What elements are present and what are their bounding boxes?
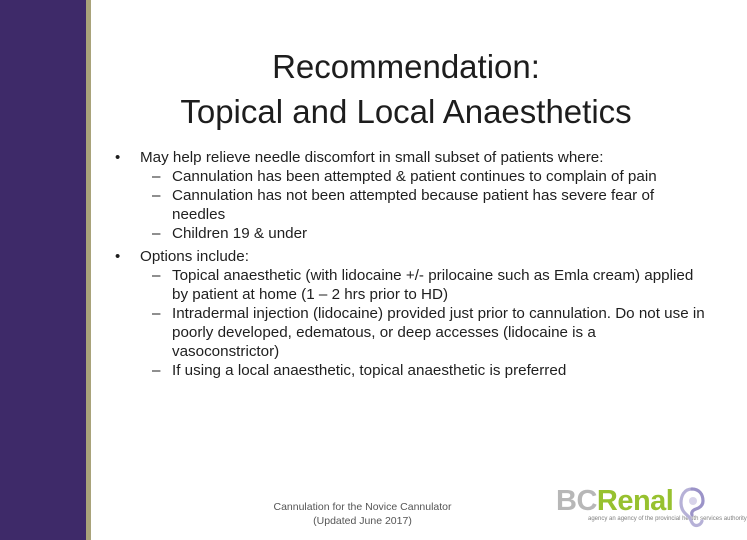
sub-bullet-item xyxy=(140,167,705,186)
logo-tagline-text: an agency of the provincial health services authority xyxy=(609,516,747,522)
sub-bullet-text: Children 19 & under xyxy=(172,225,308,242)
logo-bc-text: BC xyxy=(556,485,597,517)
bullet-marker: • xyxy=(115,149,121,166)
left-bar-edge xyxy=(86,0,91,540)
bcrenal-logo xyxy=(556,485,747,530)
sub-bullet-item xyxy=(140,224,705,243)
slide-footer xyxy=(255,500,470,528)
logo-renal-text: Renal xyxy=(596,485,674,517)
sub-bullet-marker: – xyxy=(152,362,161,379)
logo-agency-text: agency xyxy=(588,516,608,522)
bullet-text: Options include: xyxy=(140,248,249,265)
slide-title-line-2: Topical and Local Anaesthetics xyxy=(180,93,632,130)
sub-bullet-text: Cannulation has been attempted & patient continues to complain of pain xyxy=(172,168,657,185)
slide-title xyxy=(92,44,720,134)
sub-bullet-text: Intradermal injection (lidocaine) provided just prior to cannulation. Do not use in poorly developed, edematous, or deep accesses (lidocaine is a vasoconstrictor) xyxy=(172,305,705,360)
left-decorative-bar xyxy=(0,0,86,540)
footer-line-2: (Updated June 2017) xyxy=(313,515,412,527)
sub-bullet-text: Topical anaesthetic (with lidocaine +/- prilocaine such as Emla cream) applied by patient at home (1 – 2 hrs prior to HD) xyxy=(172,267,694,303)
sub-bullet-item xyxy=(140,266,705,304)
slide-title-line-1: Recommendation: xyxy=(272,48,540,85)
sub-bullet-item xyxy=(140,304,705,361)
bullet-list xyxy=(100,148,705,380)
bullet-item xyxy=(100,247,705,380)
sub-bullet-item xyxy=(140,186,705,224)
sub-bullet-marker: – xyxy=(152,168,161,185)
sub-bullet-marker: – xyxy=(152,267,161,284)
bullet-text: May help relieve needle discomfort in small subset of patients where: xyxy=(140,149,604,166)
bullet-marker: • xyxy=(115,248,121,265)
bullet-item xyxy=(100,148,705,243)
sub-bullet-text: If using a local anaesthetic, topical anaesthetic is preferred xyxy=(172,362,567,379)
footer-line-1: Cannulation for the Novice Cannulator xyxy=(273,501,452,513)
logo-wordmark xyxy=(556,486,673,516)
sub-bullet-marker: – xyxy=(152,305,161,322)
sub-bullet-marker: – xyxy=(152,225,161,242)
sub-bullet-marker: – xyxy=(152,187,161,204)
ear-logo-icon xyxy=(678,486,706,528)
sub-bullet-item xyxy=(140,361,705,380)
sub-bullet-text: Cannulation has not been attempted because patient has severe fear of needles xyxy=(172,187,655,223)
